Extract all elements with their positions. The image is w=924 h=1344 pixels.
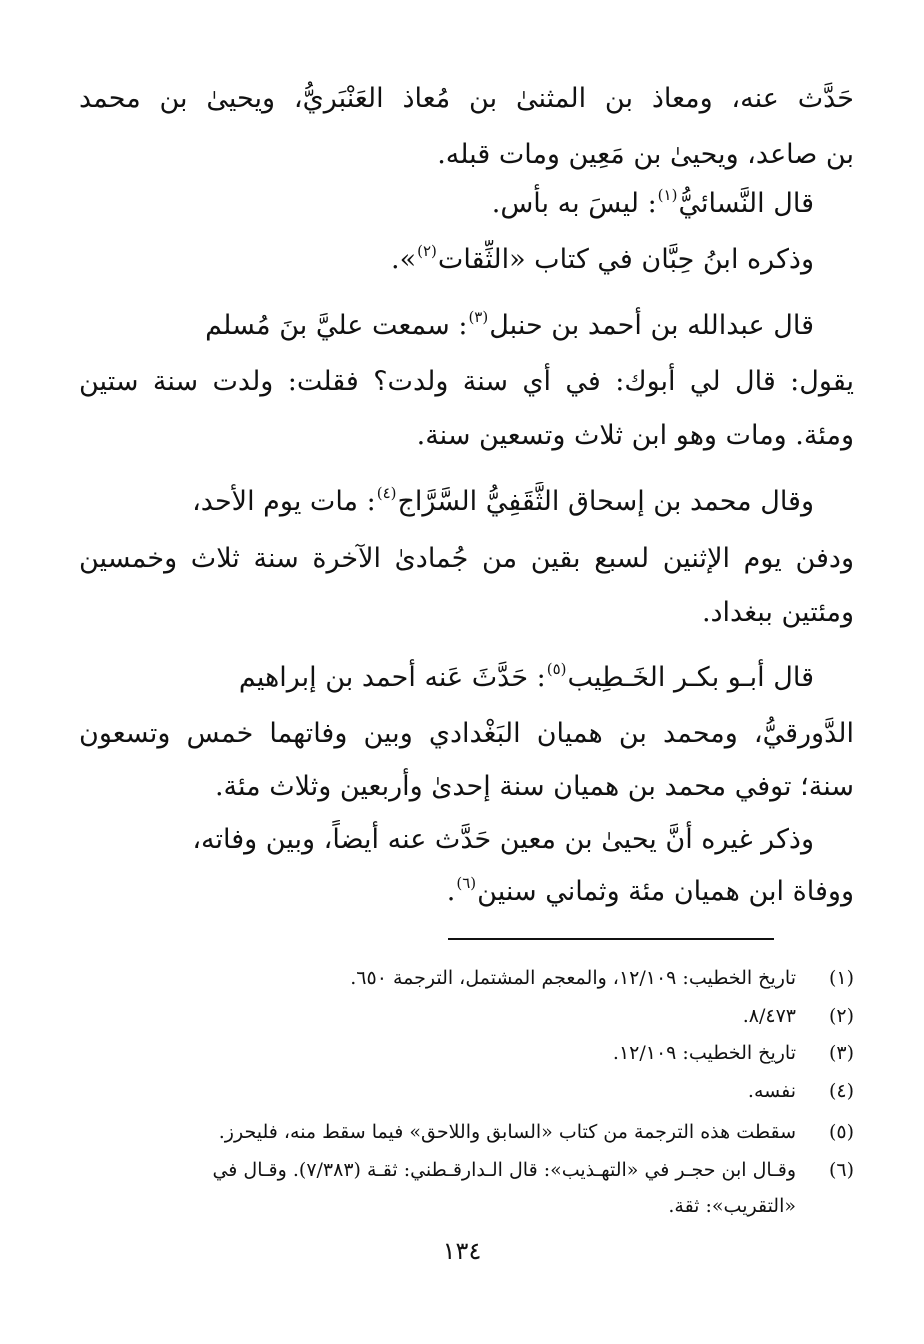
text-line-9	[79, 539, 854, 579]
footnote-5	[79, 1116, 854, 1148]
footnote-ref-6[interactable]: (٦)	[456, 874, 477, 892]
footnote-number: (٤)	[828, 1080, 854, 1102]
footnote-text: «التقريب»: ثقة.	[668, 1195, 796, 1217]
text: ومئتين ببغداد.	[701, 597, 854, 628]
footnote-ref-5[interactable]: (٥)	[546, 660, 567, 678]
footnote-ref-2[interactable]: (٢)	[417, 242, 437, 260]
text-line-12	[79, 714, 854, 754]
footnote-number: (٥)	[828, 1121, 854, 1143]
footnote-number: (٦)	[828, 1159, 854, 1181]
footnote-4	[79, 1075, 854, 1107]
text: ومئة. ومات وهو ابن ثلاث وتسعين سنة.	[416, 420, 854, 451]
text: وذكر غيره أنَّ يحيىٰ بن معين حَدَّث عنه أيضاً، وبين وفاته،	[192, 824, 814, 855]
text: : سمعت عليَّ بنَ مُسلم	[205, 310, 468, 341]
text-line-13	[79, 767, 854, 807]
text: بن صاعد، ويحيىٰ بن مَعِين ومات قبله.	[437, 139, 854, 170]
text: وقال محمد بن إسحاق الثَّقَفِيُّ السَّرَّاج	[397, 486, 814, 517]
text-line-5	[39, 306, 814, 349]
text-line-6	[79, 362, 854, 402]
text-line-11	[39, 658, 814, 701]
text: ودفن يوم الإثنين لسبع بقين من جُمادىٰ الآخرة سنة ثلاث وخمسين	[79, 543, 854, 574]
footnote-number: (٢)	[828, 1005, 854, 1027]
footnote-number: (١)	[828, 967, 854, 989]
text-line-2	[79, 135, 854, 175]
text: قال عبدالله بن أحمد بن حنبل	[489, 310, 814, 341]
text-line-3	[39, 184, 814, 227]
footnote-text: نفسه.	[747, 1080, 796, 1102]
footnote-text: تاريخ الخطيب: ١٢/١٠٩، والمعجم المشتمل، الترجمة ٦٥٠.	[350, 967, 796, 989]
text-line-1	[79, 79, 854, 119]
text: : حَدَّثَ عَنه أحمد بن إبراهيم	[238, 662, 546, 693]
footnote-text: وقـال ابن حجـر في «التهـذيب»: قال الـدارقـطني: ثقـة (٧/٣٨٣). وقـال في	[212, 1159, 796, 1181]
footnote-6	[79, 1154, 854, 1186]
text: قال النَّسائيُّ	[678, 188, 814, 219]
footnote-ref-1[interactable]: (١)	[657, 186, 678, 204]
footnote-number: (٣)	[828, 1042, 854, 1064]
text: حَدَّث عنه، ومعاذ بن المثنىٰ بن مُعاذ العَنْبَريُّ، ويحيىٰ بن محمد	[79, 83, 854, 114]
text-line-15	[79, 872, 854, 915]
text: الدَّورقيُّ، ومحمد بن هميان البَغْدادي وبين وفاتهما خمس وتسعون	[79, 718, 854, 749]
footnote-ref-4[interactable]: (٤)	[376, 484, 397, 502]
text: قال أبـو بكـر الخَـطِيب	[567, 662, 814, 693]
footnote-ref-3[interactable]: (٣)	[468, 308, 489, 326]
text: سنة؛ توفي محمد بن هميان سنة إحدىٰ وأربعين وثلاث مئة.	[214, 771, 854, 802]
footnote-1	[79, 962, 854, 994]
text: يقول: قال لي أبوك: في أي سنة ولدت؟ فقلت: ولدت سنة ستين	[79, 366, 854, 397]
text-line-10	[79, 593, 854, 633]
text: وذكره ابنُ حِبَّان في كتاب «الثِّقات	[437, 244, 814, 275]
text: .	[446, 876, 456, 907]
text: : ليسَ به بأس.	[491, 188, 657, 219]
text: ».	[391, 244, 417, 275]
footnote-2	[79, 1000, 854, 1032]
footnote-6-continuation	[79, 1190, 854, 1222]
text-line-14	[79, 820, 814, 860]
text-line-4	[39, 240, 814, 283]
text: ووفاة ابن هميان مئة وثماني سنين	[477, 876, 854, 907]
text-line-7	[79, 416, 854, 456]
text-line-8	[39, 482, 814, 525]
footnote-text: سقطت هذه الترجمة من كتاب «السابق واللاحق» فيما سقط منه، فليحرز.	[218, 1121, 796, 1143]
footnote-divider	[448, 938, 774, 940]
footnote-text: تاريخ الخطيب: ١٢/١٠٩.	[612, 1042, 796, 1064]
page-number: ١٣٤	[442, 1237, 482, 1265]
text: : مات يوم الأحد،	[192, 486, 376, 517]
footnote-3	[79, 1037, 854, 1069]
footnote-text: ٨/٤٧٣.	[742, 1005, 796, 1027]
